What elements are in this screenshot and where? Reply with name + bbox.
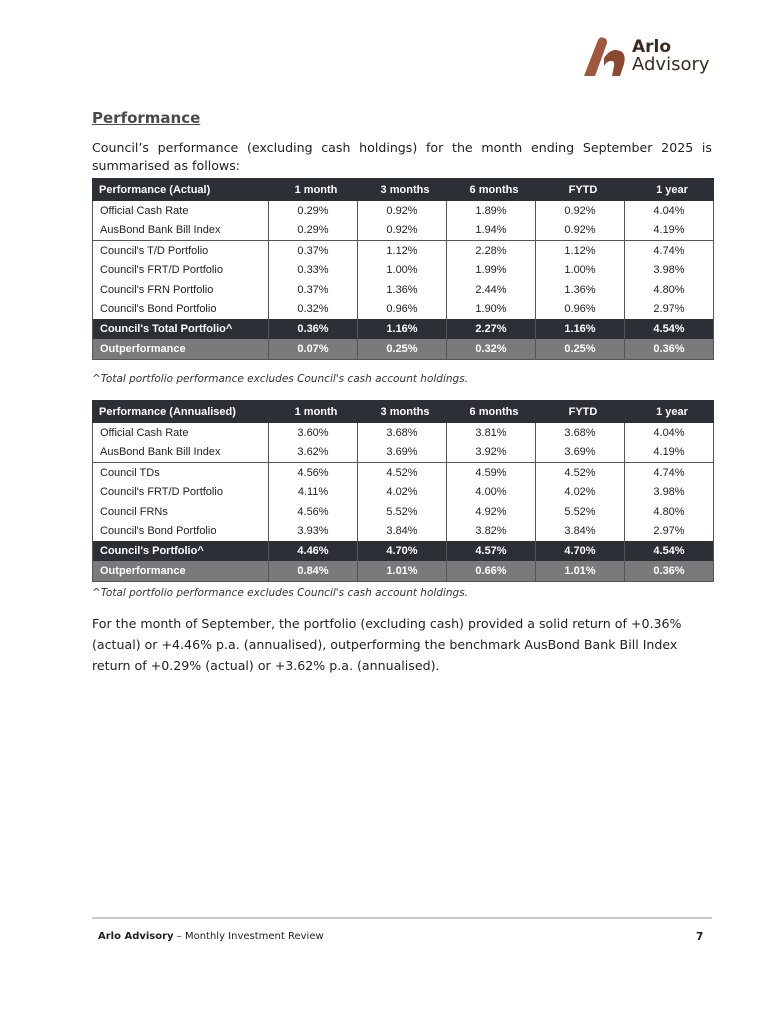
table-cell: 3.81% [447, 423, 536, 443]
header-cell: FYTD [536, 179, 625, 201]
table-cell: 2.97% [625, 300, 714, 320]
header-cell: 3 months [358, 179, 447, 201]
table-row [93, 443, 714, 463]
row-label: Council FRNs [93, 502, 269, 522]
row-label: AusBond Bank Bill Index [93, 221, 269, 241]
table-row [93, 522, 714, 542]
table-cell: 0.92% [536, 201, 625, 221]
table-cell: 4.74% [625, 463, 714, 483]
outperformance-row [93, 339, 714, 360]
table-cell: 0.36% [625, 561, 714, 582]
table-cell: 1.01% [536, 561, 625, 582]
table-cell: 5.52% [358, 502, 447, 522]
summary-paragraph: For the month of September, the portfolio (excluding cash) provided a solid return of +0.36% (actual) or +4.46% p.a. (annualised), outperforming the benchmark AusBond Bank Bill Index return of +0.29% (actual) or +3.62% p.a. (annualised). [92, 616, 682, 673]
table-cell: 4.19% [625, 443, 714, 463]
table-cell: 0.36% [269, 319, 358, 339]
table-cell: 1.89% [447, 201, 536, 221]
table-cell: 1.36% [358, 280, 447, 300]
table-cell: 3.92% [447, 443, 536, 463]
total-row [93, 319, 714, 339]
table-cell: 2.44% [447, 280, 536, 300]
table-cell: 0.37% [269, 241, 358, 261]
table-cell: 1.90% [447, 300, 536, 320]
table-cell: 4.70% [536, 541, 625, 561]
table-cell: 3.62% [269, 443, 358, 463]
logo-text-arlo: Arlo [632, 37, 672, 57]
header-cell: 1 month [269, 179, 358, 201]
table-row [93, 201, 714, 221]
table-cell: 0.36% [625, 339, 714, 360]
table-cell: 4.04% [625, 201, 714, 221]
table-cell: 2.97% [625, 522, 714, 542]
header-cell: 1 year [625, 179, 714, 201]
table-cell: 1.12% [358, 241, 447, 261]
table-cell: 4.52% [358, 463, 447, 483]
table-cell: 0.96% [536, 300, 625, 320]
table-cell: 4.74% [625, 241, 714, 261]
table-cell: 2.27% [447, 319, 536, 339]
header-cell: 1 month [269, 401, 358, 423]
table-row [93, 280, 714, 300]
table-cell: 3.68% [358, 423, 447, 443]
table-cell: 3.84% [536, 522, 625, 542]
table-row [93, 423, 714, 443]
table-cell: 4.11% [269, 483, 358, 503]
table-row [93, 241, 714, 261]
table-cell: 4.54% [625, 541, 714, 561]
table-cell: 4.57% [447, 541, 536, 561]
table-cell: 4.56% [269, 463, 358, 483]
table-cell: 0.92% [358, 201, 447, 221]
outperformance-row [93, 561, 714, 582]
table-cell: 4.46% [269, 541, 358, 561]
row-label: Council's Portfolio^ [93, 541, 269, 561]
table-cell: 3.98% [625, 261, 714, 281]
table-cell: 0.33% [269, 261, 358, 281]
header-cell: 3 months [358, 401, 447, 423]
table-cell: 5.52% [536, 502, 625, 522]
row-label: Council's T/D Portfolio [93, 241, 269, 261]
table-cell: 4.02% [536, 483, 625, 503]
table-header-row [93, 179, 714, 201]
table-cell: 3.82% [447, 522, 536, 542]
table-header-row [93, 401, 714, 423]
header-cell: Performance (Actual) [93, 179, 269, 201]
arlo-logo-icon [582, 36, 628, 78]
table-cell: 4.92% [447, 502, 536, 522]
table-cell: 3.60% [269, 423, 358, 443]
row-label: AusBond Bank Bill Index [93, 443, 269, 463]
footer-text [98, 931, 324, 942]
table-cell: 0.29% [269, 221, 358, 241]
table-cell: 4.02% [358, 483, 447, 503]
table-row [93, 221, 714, 241]
table-cell: 0.96% [358, 300, 447, 320]
table-cell: 1.16% [536, 319, 625, 339]
table-cell: 0.92% [536, 221, 625, 241]
table-cell: 3.68% [536, 423, 625, 443]
table-row [93, 300, 714, 320]
table-cell: 4.52% [536, 463, 625, 483]
table-cell: 0.92% [358, 221, 447, 241]
table-row [93, 483, 714, 503]
row-label: Official Cash Rate [93, 201, 269, 221]
table-cell: 0.32% [269, 300, 358, 320]
table-cell: 2.28% [447, 241, 536, 261]
row-label: Council's Total Portfolio^ [93, 319, 269, 339]
table-row [93, 463, 714, 483]
row-label: Council's Bond Portfolio [93, 300, 269, 320]
performance-annualised-table [92, 400, 714, 582]
table-cell: 0.07% [269, 339, 358, 360]
table-cell: 1.12% [536, 241, 625, 261]
header-cell: Performance (Annualised) [93, 401, 269, 423]
page-number: 7 [696, 931, 704, 943]
table-cell: 0.29% [269, 201, 358, 221]
header-cell: 6 months [447, 401, 536, 423]
table-cell: 0.25% [536, 339, 625, 360]
table-cell: 3.84% [358, 522, 447, 542]
table-cell: 4.00% [447, 483, 536, 503]
table-cell: 1.01% [358, 561, 447, 582]
table-cell: 3.69% [358, 443, 447, 463]
row-label: Council's FRN Portfolio [93, 280, 269, 300]
table-cell: 1.94% [447, 221, 536, 241]
table-cell: 4.59% [447, 463, 536, 483]
table-cell: 4.04% [625, 423, 714, 443]
row-label: Outperformance [93, 561, 269, 582]
table-cell: 1.36% [536, 280, 625, 300]
row-label: Official Cash Rate [93, 423, 269, 443]
table-footnote: ^Total portfolio performance excludes Council's cash account holdings. [92, 373, 469, 385]
row-label: Outperformance [93, 339, 269, 360]
table-row [93, 502, 714, 522]
footer-brand: Arlo Advisory [98, 931, 174, 942]
row-label: Council TDs [93, 463, 269, 483]
table-cell: 1.16% [358, 319, 447, 339]
table-cell: 3.93% [269, 522, 358, 542]
section-title: Performance [92, 109, 201, 127]
table-cell: 4.80% [625, 280, 714, 300]
header-cell: 6 months [447, 179, 536, 201]
table-cell: 0.66% [447, 561, 536, 582]
logo-text-advisory: Advisory [632, 54, 710, 75]
row-label: Council's FRT/D Portfolio [93, 483, 269, 503]
table-cell: 4.56% [269, 502, 358, 522]
row-label: Council's FRT/D Portfolio [93, 261, 269, 281]
table-cell: 0.32% [447, 339, 536, 360]
header-cell: 1 year [625, 401, 714, 423]
performance-actual-table [92, 178, 714, 360]
table-row [93, 261, 714, 281]
header-cell: FYTD [536, 401, 625, 423]
table-cell: 3.69% [536, 443, 625, 463]
footer-doc-title: – Monthly Investment Review [176, 931, 324, 942]
table-cell: 1.00% [536, 261, 625, 281]
table-cell: 0.37% [269, 280, 358, 300]
table-cell: 1.99% [447, 261, 536, 281]
table-cell: 0.25% [358, 339, 447, 360]
footer-divider [92, 917, 712, 919]
table-cell: 4.54% [625, 319, 714, 339]
intro-paragraph: Council’s performance (excluding cash holdings) for the month ending September 2025 is summarised as follows: [92, 140, 712, 173]
table-cell: 4.80% [625, 502, 714, 522]
table-cell: 4.19% [625, 221, 714, 241]
total-row [93, 541, 714, 561]
table-cell: 0.84% [269, 561, 358, 582]
table-cell: 3.98% [625, 483, 714, 503]
table-cell: 1.00% [358, 261, 447, 281]
arlo-advisory-logo [582, 36, 712, 80]
table-cell: 4.70% [358, 541, 447, 561]
table-footnote: ^Total portfolio performance excludes Council's cash account holdings. [92, 587, 469, 599]
row-label: Council's Bond Portfolio [93, 522, 269, 542]
